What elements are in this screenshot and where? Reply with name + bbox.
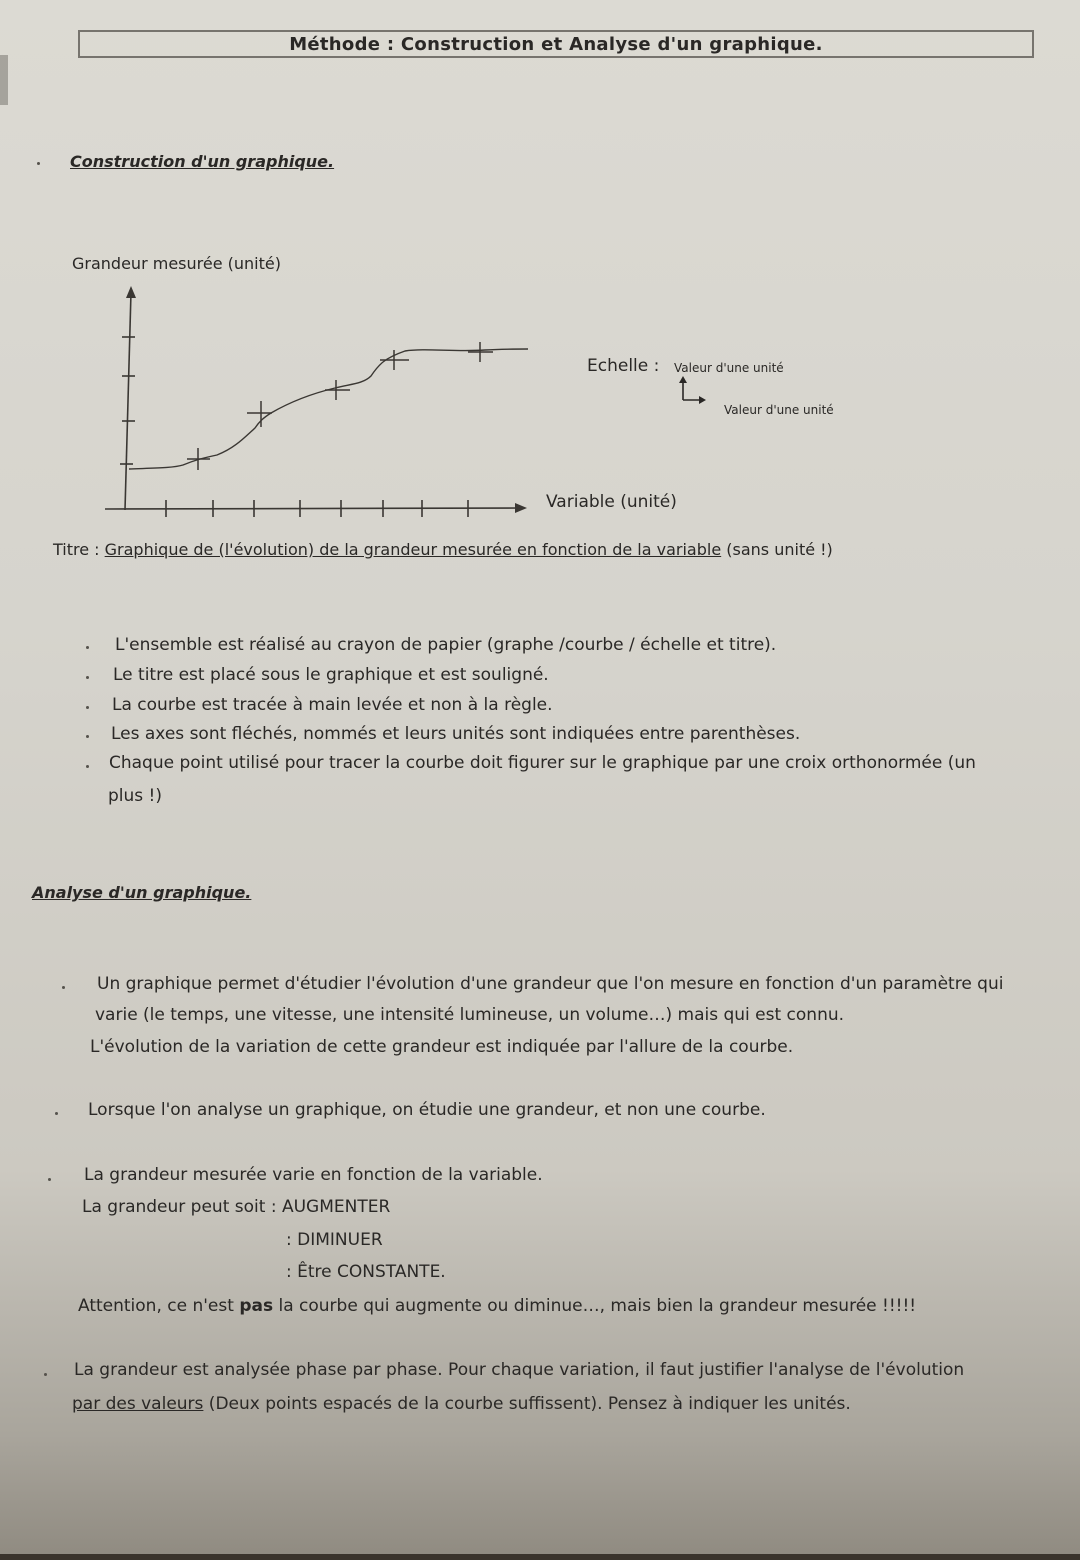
bullet-icon (55, 1112, 58, 1115)
rule-item: Chaque point utilisé pour tracer la courbe doit figurer sur le graphique par une croix orthonormée (un (109, 753, 976, 773)
section-heading-construction: Construction d'un graphique. (70, 152, 335, 171)
paragraph-text: (Deux points espacés de la courbe suffissent). Pensez à indiquer les unités. (203, 1394, 851, 1414)
scale-vertical-unit: Valeur d'une unité (674, 361, 784, 375)
example-line-chart (95, 282, 545, 522)
analyse-paragraph-line: L'évolution de la variation de cette grandeur est indiquée par l'allure de la courbe. (90, 1037, 794, 1057)
rule-item: Les axes sont fléchés, nommés et leurs unités sont indiquées entre parenthèses. (111, 724, 801, 744)
bullet-icon (86, 735, 89, 738)
chart-title-example (53, 540, 833, 559)
bullet-icon (37, 162, 40, 165)
title-note: (sans unité !) (726, 540, 833, 559)
variation-constante: : Être CONSTANTE. (286, 1262, 446, 1282)
scale-horizontal-unit: Valeur d'une unité (724, 403, 834, 417)
x-axis-label: Variable (unité) (546, 492, 677, 512)
attention-emphasis: pas (239, 1296, 274, 1316)
bullet-icon (44, 1373, 47, 1376)
rule-item-continued: plus !) (108, 786, 162, 806)
bullet-icon (86, 706, 89, 709)
underlined-text: par des valeurs (72, 1394, 204, 1414)
title-example-text: Graphique de (l'évolution) de la grandeur mesurée en fonction de la variable (104, 540, 722, 559)
table-edge (0, 1554, 1080, 1560)
rule-item: Le titre est placé sous le graphique et est souligné. (113, 665, 549, 685)
attention-text: la courbe qui augmente ou diminue…, mais bien la grandeur mesurée !!!!! (273, 1296, 917, 1316)
variation-diminuer: : DIMINUER (286, 1230, 383, 1250)
y-axis-arrow-icon (126, 286, 136, 298)
x-axis-arrow-icon (515, 503, 527, 513)
scale-label: Echelle : (587, 356, 660, 376)
analyse-paragraph-line: varie (le temps, une vitesse, une intensité lumineuse, un volume…) mais qui est connu. (95, 1005, 845, 1025)
analyse-paragraph-4: La grandeur est analysée phase par phase. Pour chaque variation, il faut justifier l'analyse de l'évolution (74, 1360, 965, 1380)
bullet-icon (62, 986, 65, 989)
analyse-paragraph-line: Un graphique permet d'étudier l'évolution d'une grandeur que l'on mesure en fonction d'un paramètre qui (97, 974, 1004, 994)
analyse-paragraph-2: Lorsque l'on analyse un graphique, on étudie une grandeur, et non une courbe. (88, 1100, 766, 1120)
bullet-icon (86, 646, 89, 649)
page-edge-shadow (0, 55, 8, 105)
bullet-icon (48, 1178, 51, 1181)
x-axis (105, 508, 520, 509)
bullet-icon (86, 765, 89, 768)
y-axis-label: Grandeur mesurée (unité) (72, 254, 281, 273)
attention-text: Attention, ce n'est (78, 1296, 240, 1316)
bullet-icon (86, 676, 89, 679)
title-prefix: Titre : (53, 540, 105, 559)
page-title: Méthode : Construction et Analyse d'un graphique. (78, 30, 1034, 58)
section-heading-analyse: Analyse d'un graphique. (32, 883, 252, 902)
data-point-crosses (187, 342, 493, 470)
scale-axes-icon (678, 376, 708, 406)
rule-item: L'ensemble est réalisé au crayon de papier (graphe /courbe / échelle et titre). (115, 635, 777, 655)
variation-augmenter: La grandeur peut soit : AUGMENTER (82, 1197, 391, 1217)
analyse-paragraph-3: La grandeur mesurée varie en fonction de la variable. (84, 1165, 543, 1185)
analyse-paragraph-4-continued (72, 1394, 851, 1414)
attention-note (78, 1296, 916, 1316)
rule-item: La courbe est tracée à main levée et non à la règle. (112, 695, 553, 715)
y-axis (125, 292, 131, 510)
